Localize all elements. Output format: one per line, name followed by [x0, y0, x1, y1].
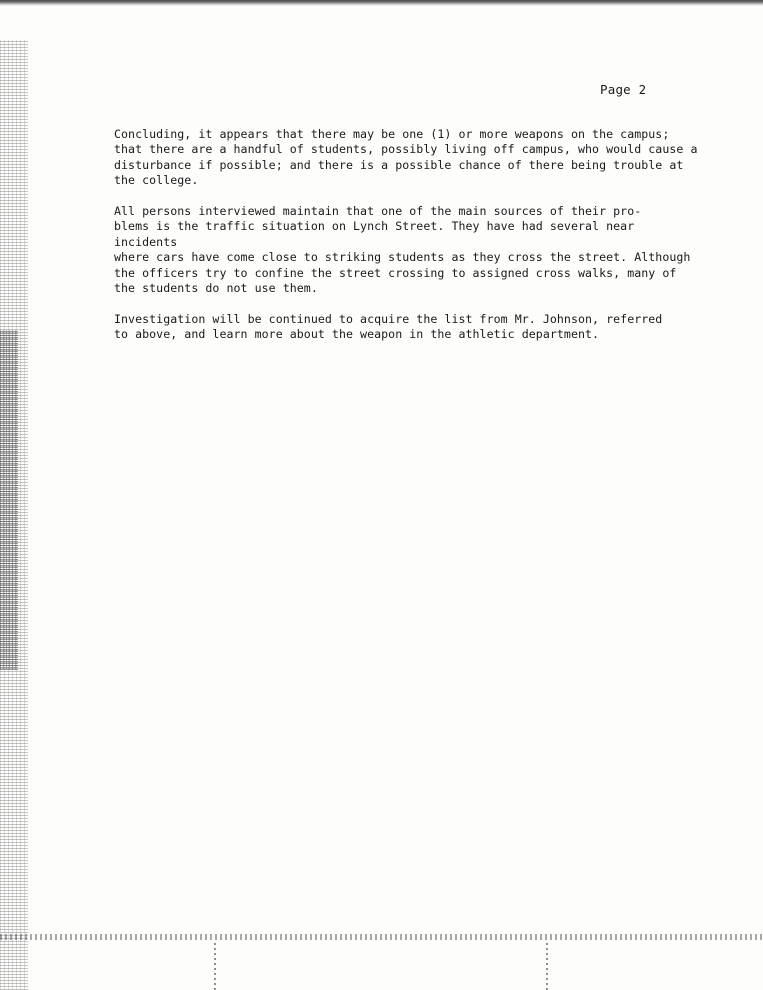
- scan-top-edge: [0, 0, 763, 6]
- paragraph-traffic: All persons interviewed maintain that one of the main sources of their pro- blems is the traffic situation on Lynch Street. They have had several near incidents where cars have come close to striking students as they cross the street. Although the officers try to confine the street crossing to assigned cross walks, many of the students do not use them.: [114, 204, 691, 296]
- scan-bottom-band: [0, 934, 763, 940]
- scan-left-edge-dark-noise: [0, 330, 18, 670]
- scan-fold-mark-left: [214, 940, 216, 990]
- scan-fold-mark-right: [546, 940, 548, 990]
- paragraph-investigation: Investigation will be continued to acquire the list from Mr. Johnson, referred to above, and learn more about the weapon in the athletic department.: [114, 311, 663, 342]
- page-number: Page 2: [600, 82, 647, 97]
- memo-body: [114, 127, 704, 358]
- paragraph-conclusion: Concluding, it appears that there may be one (1) or more weapons on the campus; that there are a handful of students, possibly living off campus, who would cause a disturbance if possible; and there is a possible chance of there being trouble at the college.: [114, 127, 698, 188]
